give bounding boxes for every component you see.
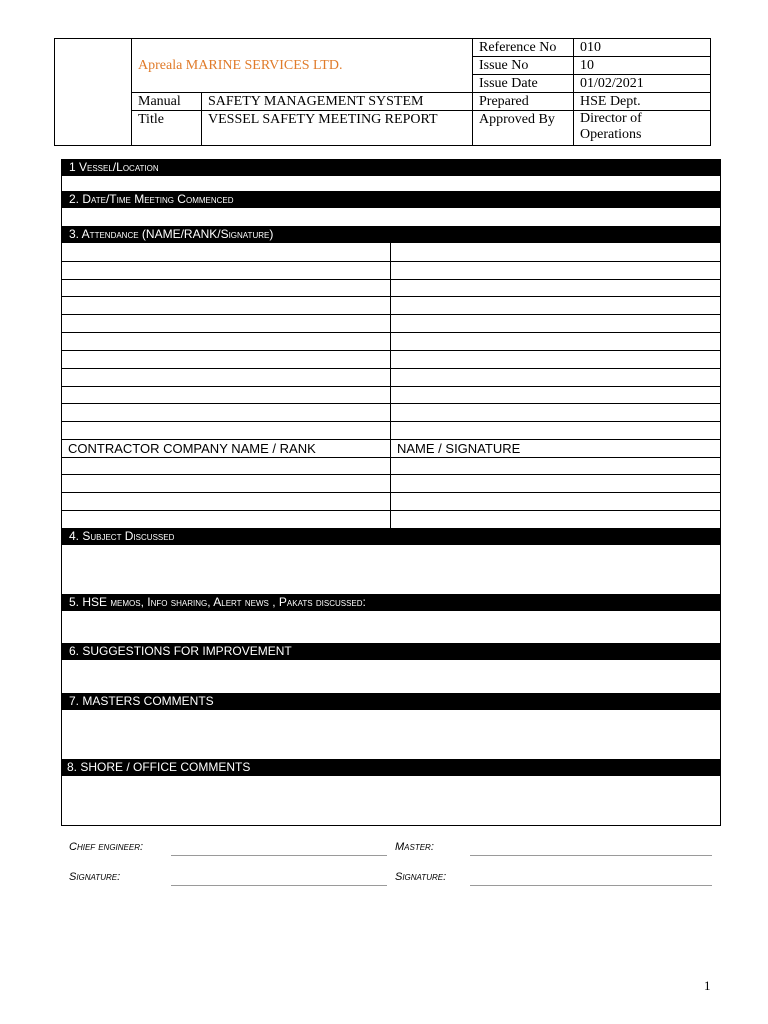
- issue-date-label: Issue Date: [473, 75, 574, 93]
- title-value: VESSEL SAFETY MEETING REPORT: [202, 111, 473, 146]
- attendance-row-line: [61, 261, 721, 262]
- logo-cell: [55, 39, 132, 146]
- chief-engineer-signature-label: Signature:: [69, 871, 121, 883]
- contractor-row-line: [61, 474, 721, 475]
- title-label: Title: [132, 111, 202, 146]
- masters-comments-field[interactable]: [62, 711, 720, 759]
- contractor-company-name-rank-header: CONTRACTOR COMPANY NAME / RANK: [68, 441, 316, 456]
- attendance-row-line: [61, 350, 721, 351]
- chief-engineer-signature-field[interactable]: [171, 885, 387, 886]
- section-2-date-time-header: 2. Date/Time Meeting Commenced: [61, 191, 721, 208]
- contractor-row-line: [61, 510, 721, 511]
- chief-engineer-label: Chief engineer:: [69, 841, 144, 853]
- contractor-row-line: [61, 492, 721, 493]
- manual-value: SAFETY MANAGEMENT SYSTEM: [202, 93, 473, 111]
- master-signature-label: Signature:: [395, 871, 447, 883]
- section-5-hse-memos-header: 5. HSE memos, Info sharing, Alert news , Pakats discussed:: [61, 594, 721, 611]
- master-signature-line[interactable]: [470, 855, 712, 856]
- attendance-row-line: [61, 296, 721, 297]
- approved-by-label: Approved By: [473, 111, 574, 146]
- contractor-row-line: [61, 457, 721, 458]
- section-8-shore-office-comments-header: 8. SHORE / OFFICE COMMENTS: [61, 759, 721, 776]
- suggestions-field[interactable]: [62, 661, 720, 693]
- company-name: Apreala MARINE SERVICES LTD.: [132, 39, 473, 93]
- attendance-row-line: [61, 368, 721, 369]
- attendance-row-line: [61, 279, 721, 280]
- reference-no-value: 010: [574, 39, 711, 57]
- contractor-name-signature-header: NAME / SIGNATURE: [397, 441, 521, 456]
- section-6-suggestions-header: 6. SUGGESTIONS FOR IMPROVEMENT: [61, 643, 721, 660]
- chief-engineer-signature-line[interactable]: [171, 855, 387, 856]
- approved-by-value: Director of Operations: [574, 111, 711, 146]
- section-7-masters-comments-header: 7. MASTERS COMMENTS: [61, 693, 721, 710]
- date-time-field[interactable]: [62, 209, 720, 226]
- manual-label: Manual: [132, 93, 202, 111]
- attendance-row-line: [61, 314, 721, 315]
- section-1-vessel-location-header: 1 Vessel/Location: [61, 159, 721, 176]
- section-3-attendance-header: 3. Attendance (NAME/RANK/Signature): [61, 226, 721, 243]
- master-signature-field[interactable]: [470, 885, 712, 886]
- attendance-row-line: [61, 332, 721, 333]
- document-header-table: [54, 38, 711, 146]
- master-label: Master:: [395, 841, 434, 853]
- attendance-row-line: [61, 403, 721, 404]
- reference-no-label: Reference No: [473, 39, 574, 57]
- attendance-row-line: [61, 386, 721, 387]
- issue-date-value: 01/02/2021: [574, 75, 711, 93]
- issue-no-label: Issue No: [473, 57, 574, 75]
- attendance-row-line: [61, 421, 721, 422]
- hse-memos-field[interactable]: [62, 612, 720, 643]
- prepared-label: Prepared: [473, 93, 574, 111]
- issue-no-value: 10: [574, 57, 711, 75]
- section-4-subject-discussed-header: 4. Subject Discussed: [61, 528, 721, 545]
- prepared-value: HSE Dept.: [574, 93, 711, 111]
- page-number: 1: [704, 978, 711, 993]
- vessel-location-field[interactable]: [62, 177, 720, 191]
- subject-discussed-field[interactable]: [62, 546, 720, 594]
- shore-office-comments-field[interactable]: [62, 777, 720, 825]
